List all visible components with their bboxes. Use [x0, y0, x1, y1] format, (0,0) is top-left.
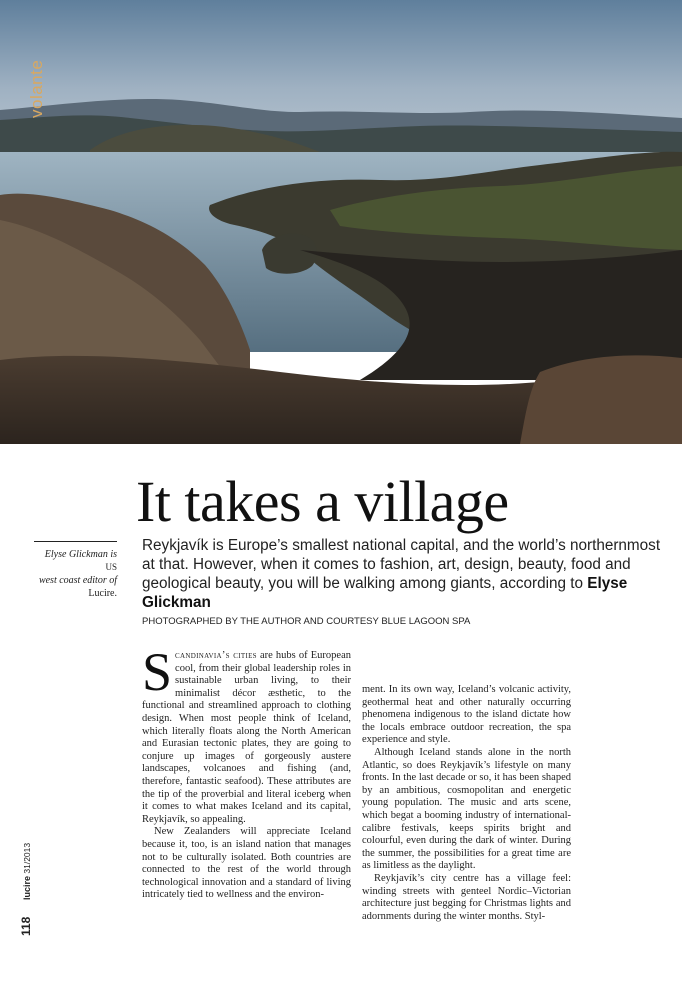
standfirst — [142, 536, 662, 612]
bio-country: US — [105, 562, 117, 572]
bio-role: west coast editor of — [38, 575, 117, 586]
body-paragraph: Although Iceland stands alone in the north Atlantic, so does Reykjavík’s lifestyle on many fronts. In the last decade or so, it has been shaped by an ambitious, cosmopolitan and energetic young population. The music and arts scene, which begat a booming industry of international-calibre festivals, keeps spirits bright and colourful, even during the dark of winter. During the summer, the possibilities for a great time are as limitless as the daylight. — [362, 746, 571, 872]
issue-label — [22, 843, 32, 900]
headline: It takes a village — [136, 469, 509, 534]
magazine-name: lucire — [22, 875, 32, 900]
body-paragraph: New Zealanders will appreciate Iceland because it, too, is an island nation that manages not to be culturally isolated. Both countries are connected to the rest of the world through technological innovation and a standard of living intricately tied to wellness and the environ- — [142, 826, 351, 901]
author-bio — [34, 548, 117, 600]
body-column-1 — [142, 650, 351, 950]
body-paragraph — [142, 650, 351, 826]
body-column-2 — [362, 684, 571, 984]
paragraph-text: are hubs of European cool, from their global leadership roles in sustainable urban living, to their minimalist décor æsthetic, to the functional and streamlined approach to clothing design. When most people think of Iceland, which literally floats along the North American and Eurasian tectonic plates, they are going to conjure up images of gorgeously austere landscapes, volcanoes and fishing (and, therefore, fantastic seafood). These attributes are the tip of the proverbial and literal iceberg when it comes to what makes Iceland and its capital, Reykjavík, so appealing. — [142, 650, 351, 825]
section-tag: volante — [27, 59, 46, 118]
bio-rule — [34, 541, 117, 542]
issue-number: 31/2013 — [22, 842, 32, 874]
bio-publication: Lucire. — [88, 588, 117, 599]
bio-lead: Elyse Glickman is — [44, 549, 117, 560]
hero-photo — [0, 0, 682, 444]
opening-small-caps: candinavia’s cities — [175, 650, 257, 661]
photo-credit: PHOTOGRAPHED BY THE AUTHOR AND COURTESY BLUE LAGOON SPA — [142, 616, 471, 627]
standfirst-text: Reykjavík is Europe’s smallest national capital, and the world’s northernmost at that. However, when it comes to fashion, art, design, beauty, food and geological beauty, you will be walking among giants, according to — [142, 537, 661, 592]
body-paragraph: ment. In its own way, Iceland’s volcanic activity, geothermal heat and other naturally occurring phenomena indigenous to the island dictate how the locals embrace outdoor recreation, the spa experience and style. — [362, 684, 571, 746]
drop-cap: S — [142, 650, 173, 702]
page-number: 118 — [19, 916, 33, 936]
author-byline: Elyse Glickman — [142, 575, 628, 611]
body-paragraph: Reykjavík’s city centre has a village feel: winding streets with genteel Nordic–Victorian architecture just begging for Christmas lights and adornments during the winter months. Styl- — [362, 872, 571, 922]
